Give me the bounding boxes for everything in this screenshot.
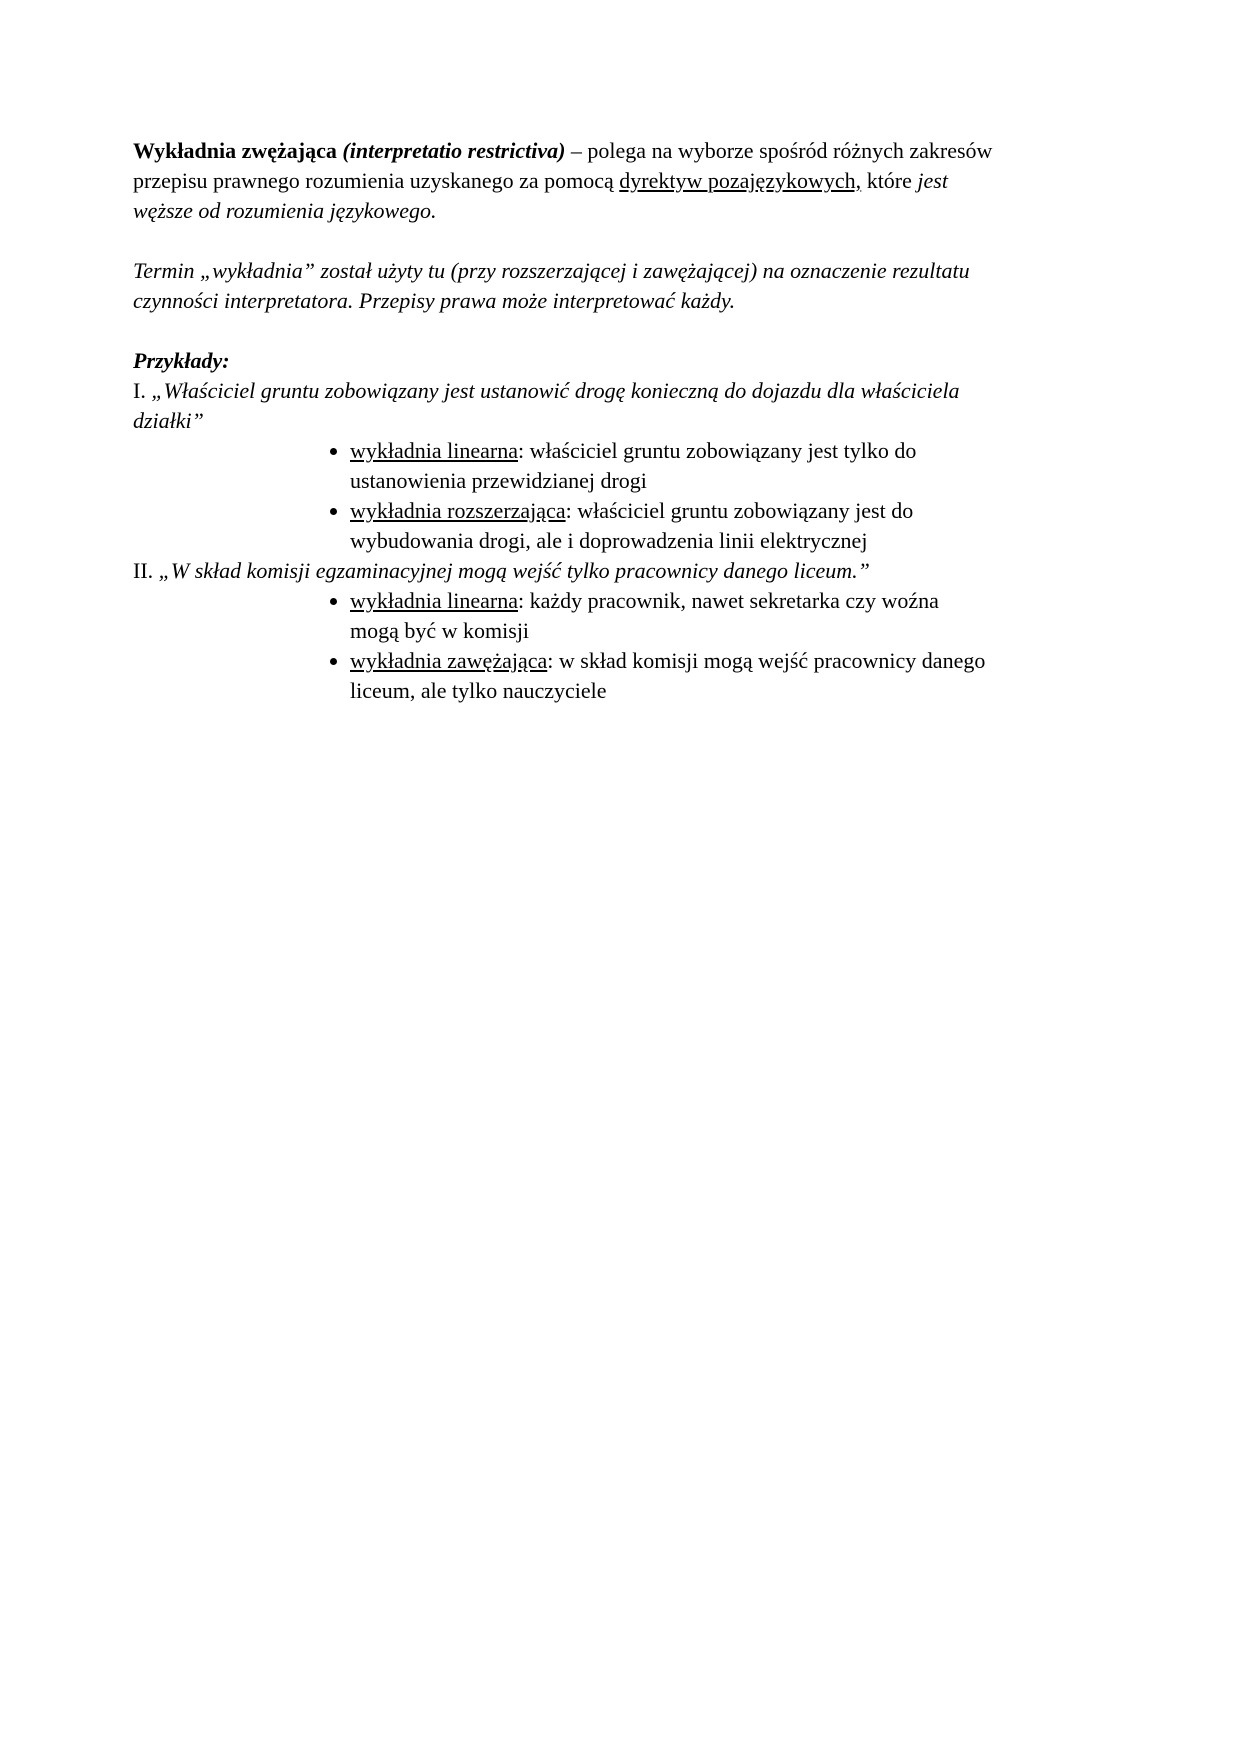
definition-text-b: które: [861, 168, 918, 193]
examples-heading: [133, 346, 993, 376]
interpretation-text: : właściciel gruntu zobowiązany jest do wybudowania drogi, ale i doprowadzenia linii elektrycznej: [350, 498, 914, 553]
definition-italic-clause: jest węższe od rozumienia językowego.: [133, 168, 948, 223]
paragraph-remark: [133, 256, 993, 316]
paragraph-definition: [133, 136, 993, 226]
remark-italic-text: Termin „wykładnia” został użyty tu (przy rozszerzającej i zawężającej) na oznaczenie rezultatu czynności interpretatora. Przepisy prawa może interpretować każdy.: [133, 258, 970, 313]
interpretation-term: wykładnia linearna: [350, 438, 518, 463]
interpretation-text: : w skład komisji mogą wejść pracownicy danego liceum, ale tylko nauczyciele: [350, 648, 986, 703]
example-1-label: I.: [133, 378, 152, 403]
example-2-interpretations: [133, 586, 993, 706]
underlined-directives: dyrektyw pozajęzykowych,: [619, 168, 862, 193]
list-item: [350, 436, 993, 496]
interpretation-term: wykładnia rozszerzająca: [350, 498, 566, 523]
list-item: [350, 586, 993, 646]
example-1-sentence: [133, 376, 993, 436]
example-2-sentence: [133, 556, 993, 586]
examples-heading-text: Przykłady:: [133, 348, 230, 373]
interpretation-text: : każdy pracownik, nawet sekretarka czy woźna mogą być w komisji: [350, 588, 939, 643]
interpretation-text: : właściciel gruntu zobowiązany jest tylko do ustanowienia przewidzianej drogi: [350, 438, 917, 493]
interpretation-term: wykładnia zawężająca: [350, 648, 548, 673]
example-2-quote: „W skład komisji egzaminacyjnej mogą wejść tylko pracownicy danego liceum.”: [158, 558, 870, 583]
example-1-quote: „Właściciel gruntu zobowiązany jest ustanowić drogę konieczną do dojazdu dla właściciela działki”: [133, 378, 960, 433]
term-title: Wykładnia zwężająca: [133, 138, 343, 163]
document-content: [133, 136, 993, 706]
list-item: [350, 646, 993, 706]
list-item: [350, 496, 993, 556]
interpretation-term: wykładnia linearna: [350, 588, 518, 613]
example-2-label: II.: [133, 558, 159, 583]
example-1-interpretations: [133, 436, 993, 556]
definition-text-a: – polega na wyborze spośród różnych zakresów przepisu prawnego rozumienia uzyskanego za pomocą: [133, 138, 993, 193]
latin-term: (interpretatio restrictiva): [342, 138, 566, 163]
